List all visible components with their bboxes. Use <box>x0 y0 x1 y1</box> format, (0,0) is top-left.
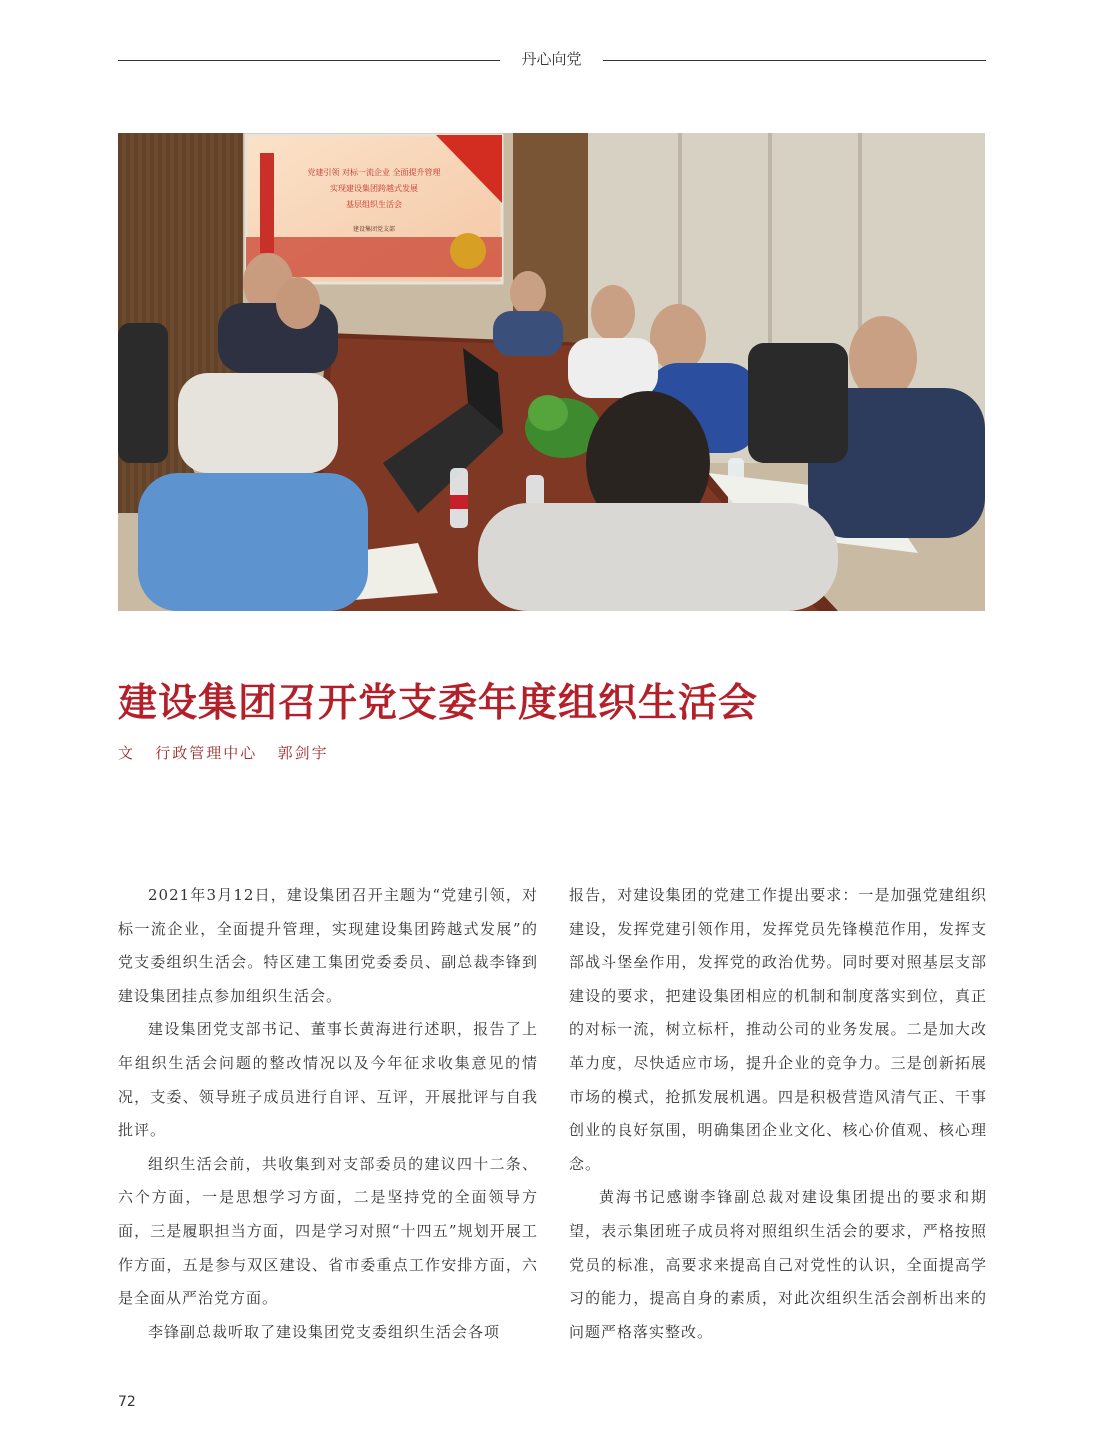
meeting-photo <box>118 133 985 611</box>
header-rule-left <box>118 60 500 61</box>
paragraph: 组织生活会前，共收集到对支部委员的建议四十二条、六个方面，一是思想学习方面，二是坚持党的全面领导方面，三是履职担当方面，四是学习对照“十四五”规划开展工作方面，五是参与双区建设、省市委重点工作安排方面，六是全面从严治党方面。 <box>118 1154 538 1308</box>
paragraph: 黄海书记感谢李锋副总裁对建设集团提出的要求和期望，表示集团班子成员将对照组织生活会的要求，严格按照党员的标准，高要求来提高自己对党性的认识，全面提高学习的能力，提高自身的素质，对此次组织生活会剖析出来的问题严格落实整改。 <box>569 1188 987 1341</box>
screen-line-4: 建设集团党支部 <box>352 226 396 233</box>
screen-line-1: 党建引领 对标一流企业 全面提升管理 <box>307 168 441 177</box>
screen-line-3: 基层组织生活会 <box>346 200 402 209</box>
section-label: 丹心向党 <box>521 50 582 68</box>
article-title: 建设集团召开党支委年度组织生活会 <box>118 681 759 726</box>
header-rule-right <box>603 60 986 61</box>
paragraph-continued: 报告，对建设集团的党建工作提出要求：一是加强党建组织建设，发挥党建引领作用，发挥党员先锋模范作用，发挥支部战斗堡垒作用，发挥党的政治优势。同时要对照基层支部建设的要求，把建设集团相应的机制和制度落实到位，真正的对标一流，树立标杆，推动公司的业务发展。二是加大改革力度，尽快适应市场，提升企业的竞争力。三是创新拓展市场的模式，抢抓发展机遇。四是积极营造风清气正、干事创业的良好氛围，明确集团企业文化、核心价值观、核心理念。 <box>569 886 987 1173</box>
right-column <box>569 879 987 1349</box>
left-column <box>118 879 538 1349</box>
paragraph: 2021年3月12日，建设集团召开主题为“党建引领，对标一流企业，全面提升管理，实现建设集团跨越式发展”的党支委组织生活会。特区建工集团党委委员、副总裁李锋到建设集团挂点参加组织生活会。 <box>118 886 538 1005</box>
page-number: 72 <box>118 1394 136 1410</box>
screen-line-2: 实现建设集团跨越式发展 <box>330 184 418 193</box>
article-byline: 文 行政管理中心 郭剑宇 <box>118 744 329 762</box>
paragraph: 李锋副总裁听取了建设集团党支委组织生活会各项 <box>148 1322 501 1341</box>
paragraph: 建设集团党支部书记、董事长黄海进行述职，报告了上年组织生活会问题的整改情况以及今年征求收集意见的情况，支委、领导班子成员进行自评、互评，开展批评与自我批评。 <box>118 1020 538 1140</box>
